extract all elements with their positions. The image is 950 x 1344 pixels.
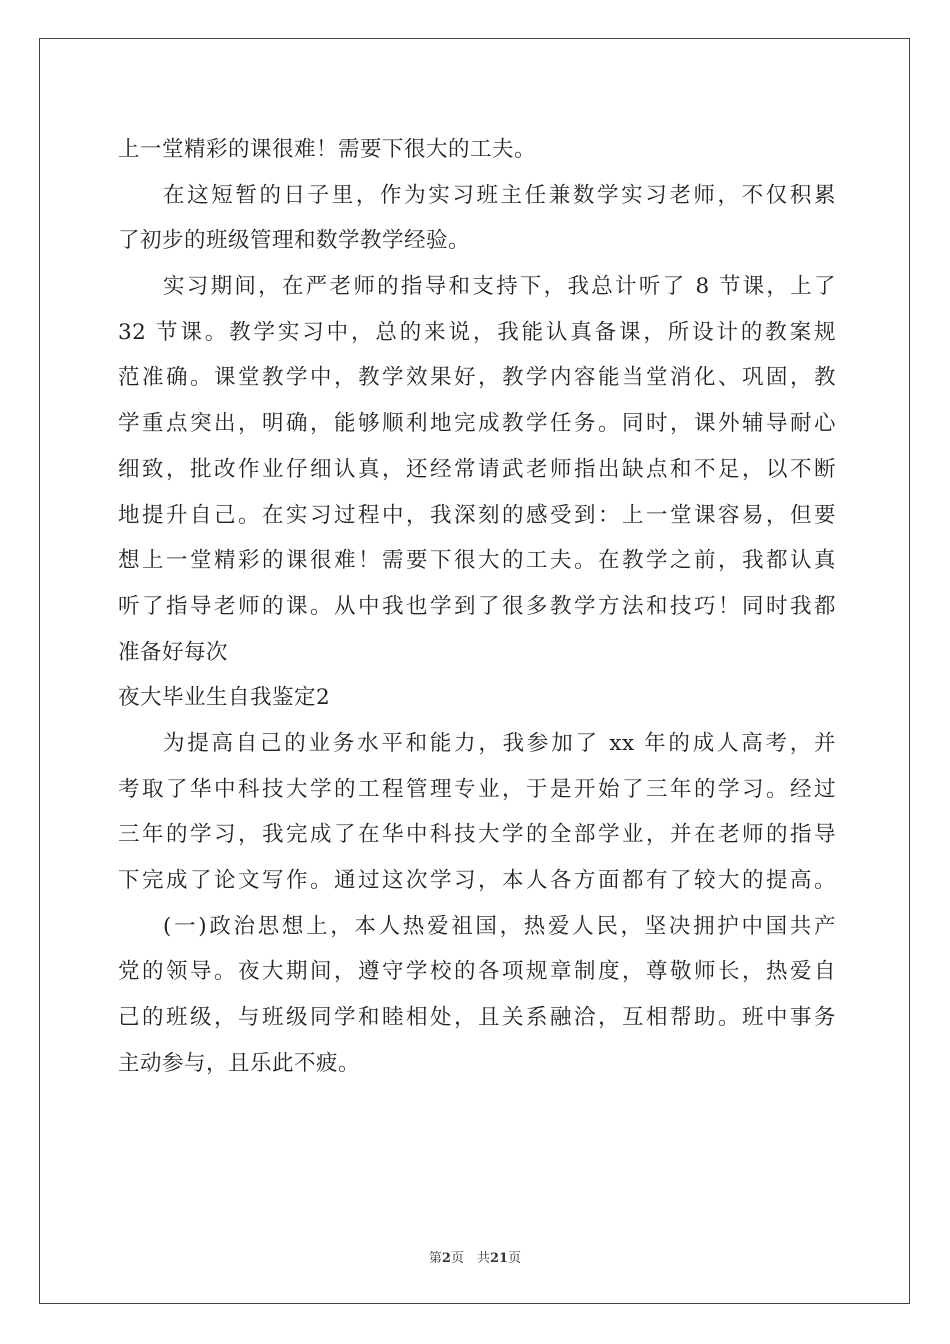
text-line: 党的领导。夜大期间，遵守学校的各项规章制度，尊敬师长，热爱自: [118, 959, 836, 985]
footer-total-pages: 21: [489, 1251, 509, 1266]
text-line: 为提高自己的业务水平和能力，我参加了 xx 年的成人高考，并: [163, 730, 836, 756]
text-line: 范准确。课堂教学中，教学效果好，教学内容能当堂消化、巩固，教: [118, 365, 836, 391]
text-line: 三年的学习，我完成了在华中科技大学的全部学业，并在老师的指导: [118, 822, 836, 848]
document-body: [118, 127, 836, 1086]
text-line: 了初步的班级管理和数学教学经验。: [118, 228, 471, 254]
text-line: 想上一堂精彩的课很难！需要下很大的工夫。在教学之前，我都认真: [118, 548, 836, 574]
footer-middle: 页 共: [450, 1251, 490, 1266]
text-line: 听了指导老师的课。从中我也学到了很多教学方法和技巧！同时我都: [118, 593, 836, 619]
footer-page-number: 2: [441, 1251, 451, 1266]
text-line: 细致，批改作业仔细认真，还经常请武老师指出缺点和不足，以不断: [118, 456, 836, 482]
text-line: 32 节课。教学实习中，总的来说，我能认真备课，所设计的教案规: [118, 319, 836, 345]
text-line: 夜大毕业生自我鉴定2: [118, 685, 331, 711]
text-line: 下完成了论文写作。通过这次学习，本人各方面都有了较大的提高。: [118, 868, 836, 893]
page-footer: [0, 1247, 950, 1266]
text-line: 考取了华中科技大学的工程管理专业，于是开始了三年的学习。经过: [118, 776, 836, 802]
footer-prefix: 第: [428, 1251, 442, 1266]
text-line: 地提升自己。在实习过程中，我深刻的感受到：上一堂课容易，但要: [118, 502, 836, 528]
text-line: 在这短暂的日子里，作为实习班主任兼数学实习老师，不仅积累: [163, 182, 836, 208]
footer-suffix: 页: [508, 1251, 522, 1266]
text-line: 学重点突出，明确，能够顺利地完成教学任务。同时，课外辅导耐心: [118, 411, 836, 437]
text-line: 准备好每次: [118, 639, 229, 665]
text-line: 上一堂精彩的课很难！需要下很大的工夫。: [118, 137, 537, 162]
text-line: (一)政治思想上，本人热爱祖国，热爱人民，坚决拥护中国共产: [163, 913, 836, 939]
text-line: 实习期间，在严老师的指导和支持下，我总计听了 8 节课，上了: [163, 274, 836, 300]
text-line: 己的班级，与班级同学和睦相处，且关系融洽，互相帮助。班中事务: [118, 1005, 836, 1031]
text-line: 主动参与，且乐此不疲。: [118, 1050, 361, 1076]
